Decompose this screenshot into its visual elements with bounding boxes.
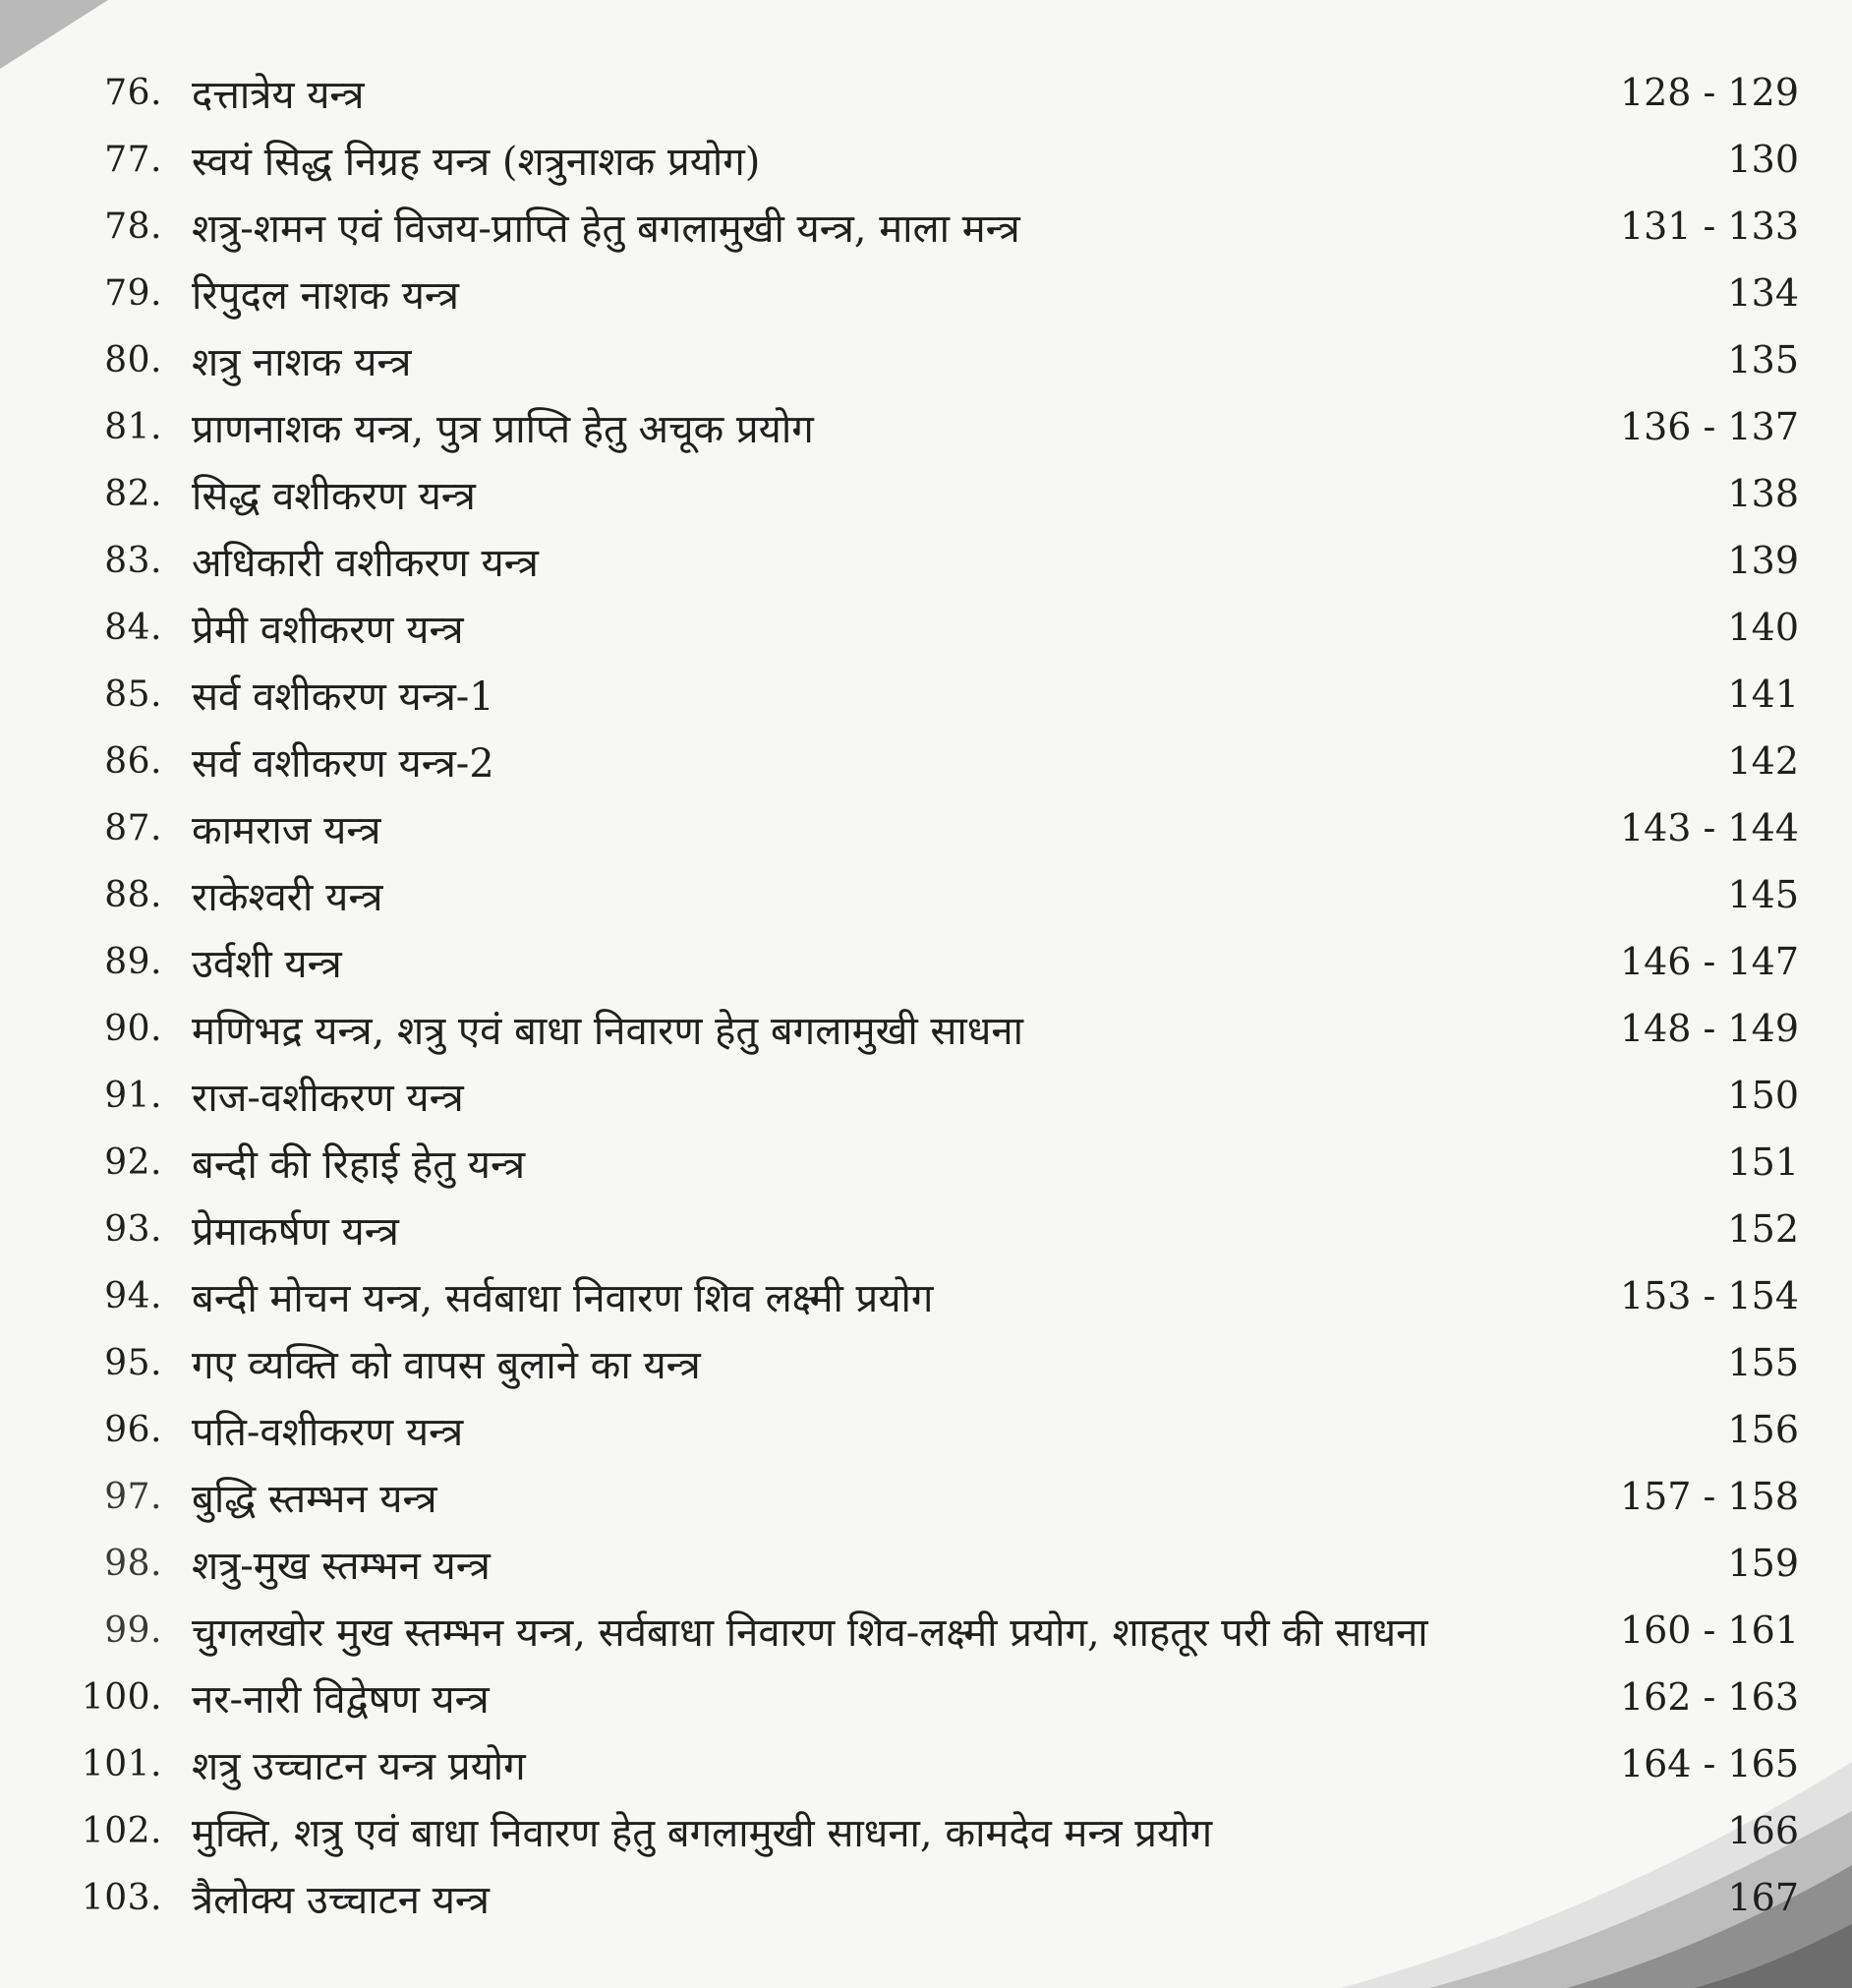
- toc-entry[interactable]: [39, 1530, 1799, 1597]
- entry-number: 98.: [104, 1543, 162, 1584]
- entry-number: 80.: [104, 339, 162, 380]
- entry-pages: 146 - 147: [1619, 940, 1799, 983]
- toc-entry[interactable]: [39, 260, 1799, 326]
- entry-title: शत्रु नाशक यन्त्र: [192, 339, 412, 385]
- entry-title: उर्वशी यन्त्र: [192, 941, 342, 987]
- entry-title: राज-वशीकरण यन्त्र: [192, 1075, 464, 1121]
- toc-entry[interactable]: [39, 1129, 1799, 1196]
- entry-pages: 155: [1727, 1341, 1799, 1384]
- entry-number: 100.: [81, 1676, 162, 1718]
- entry-title: मणिभद्र यन्त्र, शत्रु एवं बाधा निवारण हेतु बगलामुखी साधना: [192, 1008, 1023, 1054]
- toc-entry[interactable]: [39, 995, 1799, 1062]
- entry-title: कामराज यन्त्र: [192, 807, 381, 853]
- entry-pages: 141: [1727, 672, 1799, 716]
- entry-title: अधिकारी वशीकरण यन्त्र: [192, 540, 539, 586]
- entry-number: 97.: [104, 1476, 162, 1517]
- entry-pages: 153 - 154: [1619, 1274, 1799, 1317]
- entry-title: चुगलखोर मुख स्तम्भन यन्त्र, सर्वबाधा निवारण शिव-लक्ष्मी प्रयोग, शाहतूर परी की साधना: [192, 1609, 1428, 1656]
- entry-number: 94.: [104, 1275, 162, 1316]
- entry-title: स्वयं सिद्ध निग्रह यन्त्र (शत्रुनाशक प्रयोग): [192, 139, 761, 185]
- toc-entry[interactable]: [39, 1196, 1799, 1262]
- entry-pages: 159: [1727, 1542, 1799, 1585]
- entry-pages: 152: [1727, 1207, 1799, 1251]
- entry-number: 85.: [104, 673, 162, 715]
- entry-title: दत्तात्रेय यन्त्र: [192, 72, 365, 118]
- entry-number: 89.: [104, 941, 162, 982]
- toc-entry[interactable]: [39, 1597, 1799, 1664]
- entry-title: सर्व वशीकरण यन्त्र-1: [192, 673, 494, 720]
- entry-pages: 167: [1727, 1876, 1799, 1919]
- toc-entry[interactable]: [39, 193, 1799, 260]
- entry-number: 78.: [104, 205, 162, 247]
- toc-entry[interactable]: [39, 460, 1799, 527]
- entry-title: गए व्यक्ति को वापस बुलाने का यन्त्र: [192, 1342, 701, 1388]
- entry-pages: 136 - 137: [1619, 405, 1799, 448]
- entry-title: बन्दी की रिहाई हेतु यन्त्र: [192, 1141, 526, 1188]
- entry-pages: 130: [1727, 138, 1799, 181]
- entry-title: शत्रु-मुख स्तम्भन यन्त्र: [192, 1543, 491, 1589]
- entry-pages: 166: [1727, 1809, 1799, 1852]
- entry-pages: 143 - 144: [1619, 806, 1799, 849]
- toc-entry[interactable]: [39, 527, 1799, 594]
- toc-entry[interactable]: [39, 728, 1799, 794]
- entry-title: राकेश्वरी यन्त्र: [192, 874, 383, 920]
- entry-pages: 160 - 161: [1619, 1608, 1799, 1652]
- entry-number: 96.: [104, 1409, 162, 1450]
- toc-entry[interactable]: [39, 1730, 1799, 1797]
- entry-number: 76.: [104, 72, 162, 113]
- entry-pages: 145: [1727, 873, 1799, 916]
- toc-entry[interactable]: [39, 59, 1799, 126]
- entry-number: 86.: [104, 740, 162, 782]
- toc-entry[interactable]: [39, 1329, 1799, 1396]
- toc-entry[interactable]: [39, 928, 1799, 995]
- entry-number: 101.: [81, 1743, 162, 1784]
- toc-entry[interactable]: [39, 1664, 1799, 1730]
- entry-number: 90.: [104, 1008, 162, 1049]
- toc-entry[interactable]: [39, 126, 1799, 193]
- entry-title: पति-वशीकरण यन्त्र: [192, 1409, 464, 1455]
- toc-entry[interactable]: [39, 393, 1799, 460]
- entry-title: नर-नारी विद्वेषण यन्त्र: [192, 1676, 490, 1723]
- toc-entry[interactable]: [39, 1463, 1799, 1530]
- entry-number: 91.: [104, 1075, 162, 1116]
- entry-number: 82.: [104, 473, 162, 514]
- entry-number: 95.: [104, 1342, 162, 1383]
- entry-pages: 164 - 165: [1619, 1742, 1799, 1785]
- entry-pages: 157 - 158: [1619, 1475, 1799, 1518]
- entry-title: त्रैलोक्य उच्चाटन यन्त्र: [192, 1877, 490, 1923]
- entry-title: शत्रु उच्चाटन यन्त्र प्रयोग: [192, 1743, 526, 1789]
- entry-title: शत्रु-शमन एवं विजय-प्राप्ति हेतु बगलामुखी यन्त्र, माला मन्त्र: [192, 205, 1020, 252]
- entry-title: बुद्धि स्तम्भन यन्त्र: [192, 1476, 437, 1522]
- entry-title: प्रेमी वशीकरण यन्त्र: [192, 607, 464, 653]
- entry-title: प्राणनाशक यन्त्र, पुत्र प्राप्ति हेतु अचूक प्रयोग: [192, 406, 814, 452]
- entry-pages: 128 - 129: [1619, 71, 1799, 114]
- entry-pages: 138: [1727, 472, 1799, 515]
- entry-title: सिद्ध वशीकरण यन्त्र: [192, 473, 476, 519]
- entry-pages: 156: [1727, 1408, 1799, 1451]
- entry-number: 77.: [104, 139, 162, 180]
- entry-pages: 150: [1727, 1074, 1799, 1117]
- entry-number: 99.: [104, 1609, 162, 1651]
- entry-number: 88.: [104, 874, 162, 915]
- entry-pages: 135: [1727, 338, 1799, 381]
- toc-entry[interactable]: [39, 661, 1799, 728]
- toc-entry[interactable]: [39, 1396, 1799, 1463]
- entry-number: 84.: [104, 607, 162, 648]
- toc-entry[interactable]: [39, 861, 1799, 928]
- entry-number: 83.: [104, 540, 162, 581]
- toc-entry[interactable]: [39, 326, 1799, 393]
- entry-title: मुक्ति, शत्रु एवं बाधा निवारण हेतु बगलामुखी साधना, कामदेव मन्त्र प्रयोग: [192, 1810, 1213, 1856]
- entry-number: 87.: [104, 807, 162, 848]
- entry-number: 102.: [81, 1810, 162, 1851]
- entry-title: बन्दी मोचन यन्त्र, सर्वबाधा निवारण शिव लक्ष्मी प्रयोग: [192, 1275, 934, 1321]
- table-of-contents: [39, 59, 1799, 1931]
- entry-title: सर्व वशीकरण यन्त्र-2: [192, 740, 494, 787]
- entry-pages: 151: [1727, 1140, 1799, 1184]
- entry-title: प्रेमाकर्षण यन्त्र: [192, 1208, 399, 1255]
- entry-title: रिपुदल नाशक यन्त्र: [192, 272, 459, 319]
- entry-pages: 139: [1727, 539, 1799, 582]
- entry-pages: 142: [1727, 739, 1799, 783]
- toc-entry[interactable]: [39, 1797, 1799, 1864]
- entry-pages: 140: [1727, 606, 1799, 649]
- toc-entry[interactable]: [39, 794, 1799, 861]
- entry-number: 79.: [104, 272, 162, 314]
- entry-pages: 148 - 149: [1619, 1007, 1799, 1050]
- toc-entry[interactable]: [39, 594, 1799, 661]
- entry-number: 103.: [81, 1877, 162, 1918]
- toc-entry[interactable]: [39, 1062, 1799, 1129]
- toc-entry[interactable]: [39, 1262, 1799, 1329]
- entry-number: 81.: [104, 406, 162, 447]
- entry-number: 93.: [104, 1208, 162, 1250]
- entry-pages: 162 - 163: [1619, 1675, 1799, 1719]
- entry-pages: 131 - 133: [1619, 205, 1799, 248]
- toc-entry[interactable]: [39, 1864, 1799, 1931]
- entry-number: 92.: [104, 1141, 162, 1183]
- entry-pages: 134: [1727, 271, 1799, 315]
